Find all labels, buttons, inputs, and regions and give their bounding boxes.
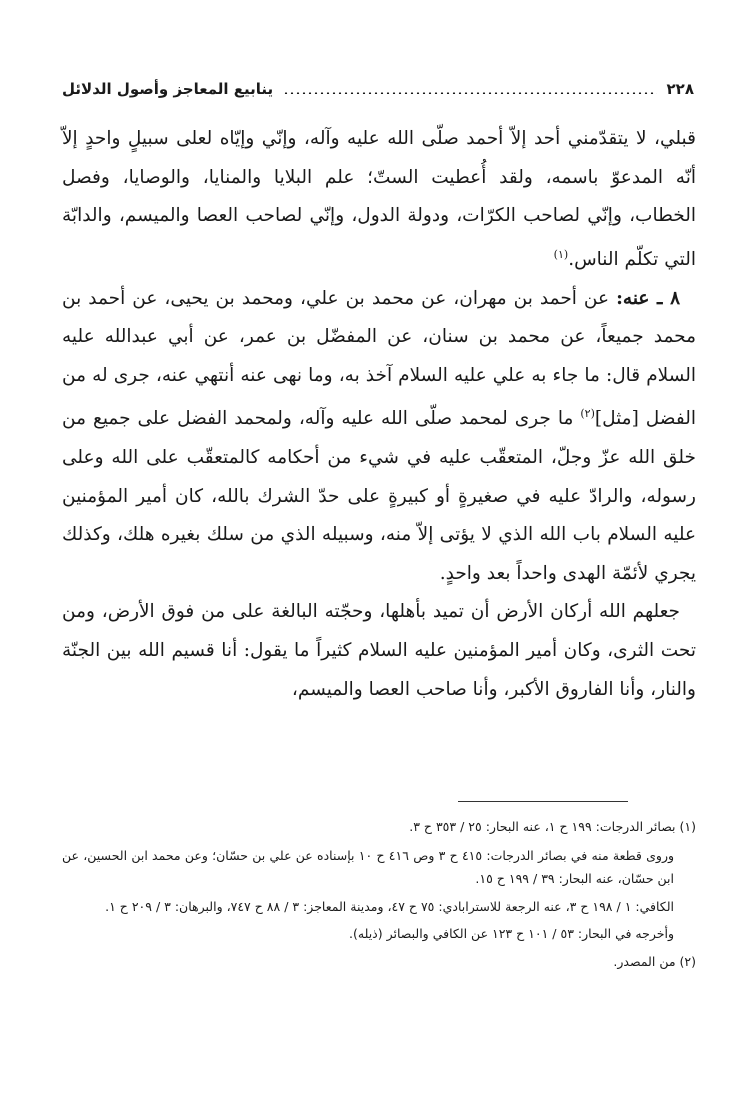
footnote-2: (٢) من المصدر. (613, 953, 696, 969)
paragraph-1-text: قبلي، لا يتقدّمني أحد إلاّ أحمد صلّى الله عليه وآله، وإنّي وإيّاه لعلى سبيلٍ واحدٍ إلاّ أنّه المدعوّ باسمه، ولقد أُعطيت الستّ؛ علم البلايا والمنايا، والوصايا، وفصل الخطاب، وإنّي لصاحب الكرّات، ودولة الدول، وإنّي لصاحب العصا والميسم، والدابّة التي تكلّم الناس. (62, 128, 696, 270)
paragraph-1 (62, 120, 696, 280)
main-text (62, 120, 696, 709)
header-dot-leader (283, 92, 656, 94)
hadith-number-label: ٨ ـ عنه: (616, 287, 680, 309)
footnote-1-continued-c: وأخرجه في البحار: ٥٣ / ١٠١ ح ١٢٣ عن الكافي والبصائر (ذيله). (349, 926, 674, 941)
footnote-1-continued-b: الكافي: ١ / ١٩٨ ح ٣، عنه الرجعة للاسترابادي: ٧٥ ح ٤٧، ومدينة المعاجز: ٣ / ٨٨ ح ٧٤٧، والبرهان: ٣ / ٢٠٩ ح ١. (105, 898, 674, 914)
paragraph-2-text-b: ما جرى لمحمد صلّى الله عليه وآله، ولمحمد الفضل على جميع من خلق الله عزّ وجلّ، المتعقّب عليه في شيء من أحكامه كالمتعقّب على الله وعلى رسوله، والرادّ عليه في صغيرةٍ أو كبيرةٍ على حدّ الشرك بالله، كان أمير المؤمنين عليه السلام باب الله الذي لا يؤتى إلاّ منه، وسبيله الذي من سلك بغيره هلك، وكذلك يجري لأئمّة الهدى واحداً بعد واحدٍ. (62, 408, 696, 584)
running-header (62, 76, 694, 102)
footnote-1: (١) بصائر الدرجات: ١٩٩ ح ١، عنه البحار: ٢٥ / ٣٥٣ ح ٣. (409, 819, 696, 834)
footnote-1-continued-a: وروى قطعة منه في بصائر الدرجات: ٤١٥ ح ٣ وص ٤١٦ ح ١٠ بإسناده عن علي بن حسّان؛ وعن محمد ابن الحسين، عن ابن حسّان، عنه البحار: ٣٩ / ١٩٩ ح ١٥. (62, 847, 675, 886)
running-title: ينابيع المعاجز وأصول الدلائل (62, 80, 274, 98)
paragraph-3-text: جعلهم الله أركان الأرض أن تميد بأهلها، وحجّته البالغة على من فوق الأرض، ومن تحت الثرى، وكان أمير المؤمنين عليه السلام كثيراً ما يقول: أنا قسيم الله بين الجنّة والنار، وأنا الفاروق الأكبر، وأنا صاحب العصا والميسم، (62, 601, 696, 700)
paragraph-2 (62, 280, 696, 594)
paragraph-3 (62, 593, 696, 709)
footnote-ref-2: (٢) (580, 407, 595, 421)
footnotes (62, 815, 696, 978)
footnote-ref-1: (١) (553, 247, 569, 261)
footnote-separator (458, 801, 628, 802)
paragraph-2-text-a: عن أحمد بن مهران، عن محمد بن علي، ومحمد بن يحيى، عن أحمد بن محمد جميعاً، عن محمد بن سنان، عن المفضّل بن عمر، عن أبي عبدالله عليه السلام قال: ما جاء به علي عليه السلام آخذ به، وما نهى عنه أنتهي عنه، جرى له من الفضل [مثل] (62, 287, 696, 430)
page-number: ٢٢٨ (666, 80, 694, 98)
